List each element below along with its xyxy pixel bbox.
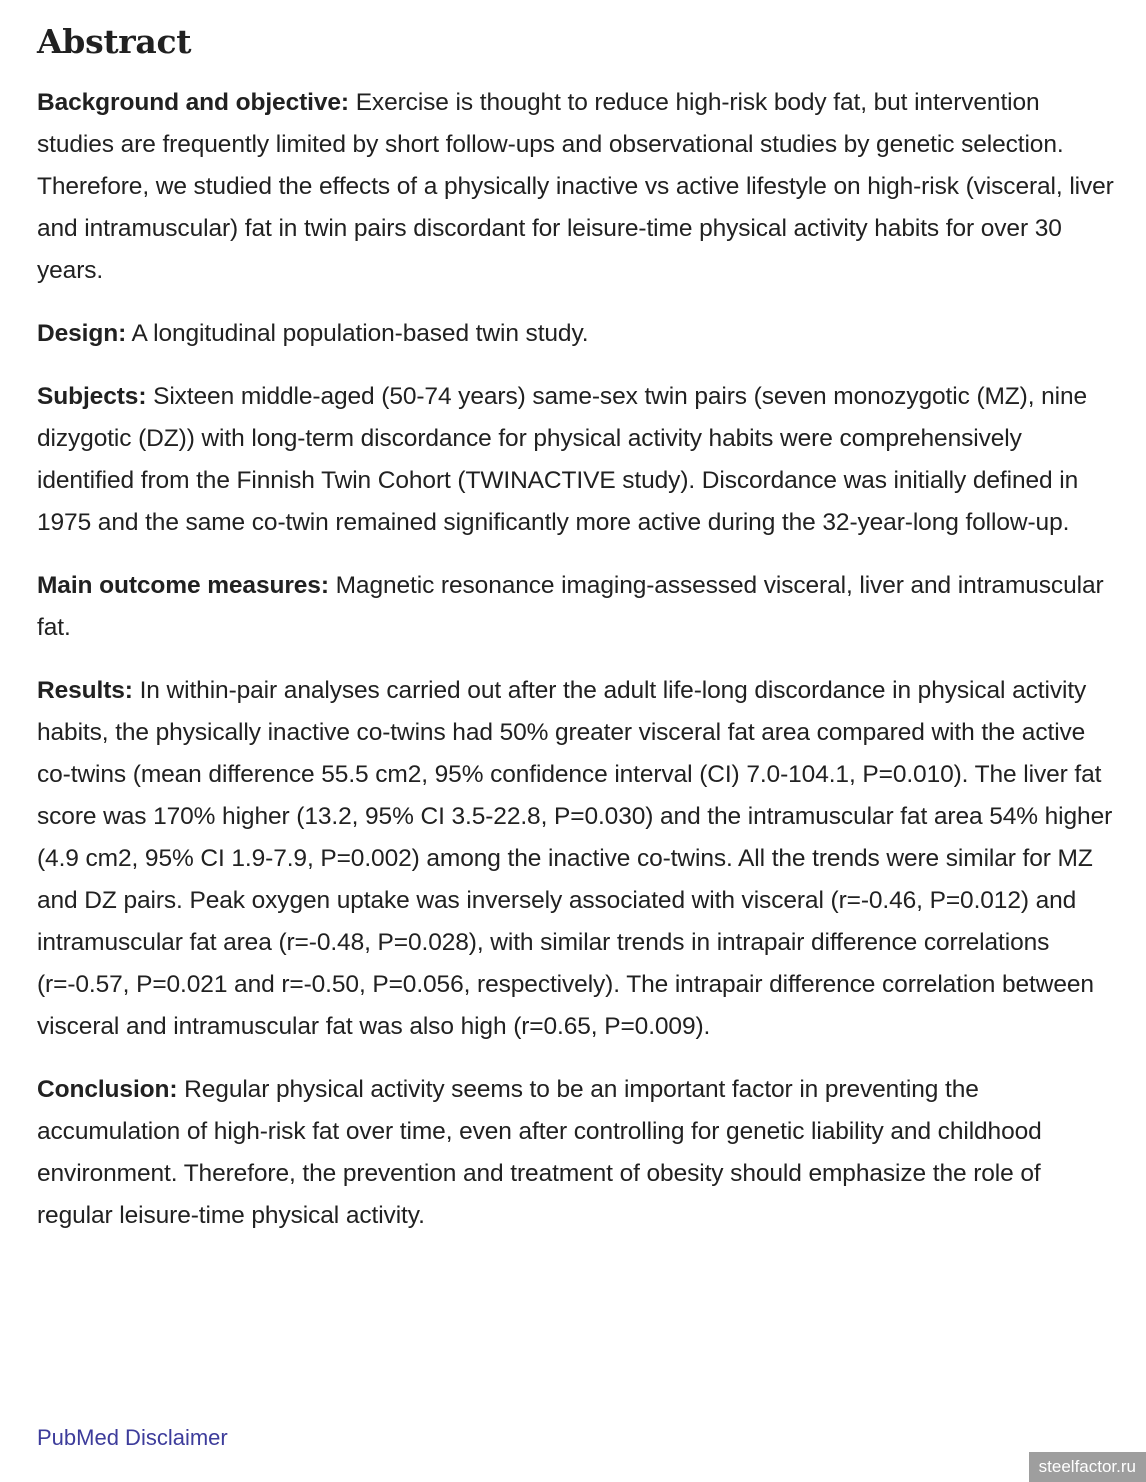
section-text-background: Exercise is thought to reduce high-risk body fat, but intervention studies are frequently limited by short follow-ups and observational studies by genetic selection. Therefore, we studied the effects of a physically inactive vs active lifestyle on high-risk (visceral, liver and intramuscular) fat in twin pairs discordant for leisure-time physical activity habits for over 30 years. xyxy=(37,89,1114,284)
section-label-subjects: Subjects: xyxy=(37,383,147,410)
section-text-subjects: Sixteen middle-aged (50-74 years) same-sex twin pairs (seven monozygotic (MZ), nine dizygotic (DZ)) with long-term discordance for physical activity habits were comprehensively identified from the Finnish Twin Cohort (TWINACTIVE study). Discordance was initially defined in 1975 and the same co-twin remained significantly more active during the 32-year-long follow-up. xyxy=(37,383,1088,536)
abstract-section-results xyxy=(37,670,1117,1048)
section-label-results: Results: xyxy=(37,677,133,704)
abstract-heading: Abstract xyxy=(37,22,192,61)
section-label-conclusion: Conclusion: xyxy=(37,1076,178,1103)
pubmed-disclaimer-link[interactable]: PubMed Disclaimer xyxy=(37,1425,228,1450)
section-label-background: Background and objective: xyxy=(37,89,349,116)
section-text-results: In within-pair analyses carried out after the adult life-long discordance in physical activity habits, the physically inactive co-twins had 50% greater visceral fat area compared with the active co-twins (mean difference 55.5 cm2, 95% confidence interval (CI) 7.0-104.1, P=0.010). The liver fat score was 170% higher (13.2, 95% CI 3.5-22.8, P=0.030) and the intramuscular fat area 54% higher (4.9 cm2, 95% CI 1.9-7.9, P=0.002) among the inactive co-twins. All the trends were similar for MZ and DZ pairs. Peak oxygen uptake was inversely associated with visceral (r=-0.46, P=0.012) and intramuscular fat area (r=-0.48, P=0.028), with similar trends in intrapair difference correlations (r=-0.57, P=0.021 and r=-0.50, P=0.056, respectively). The intrapair difference correlation between visceral and intramuscular fat was also high (r=0.65, P=0.009). xyxy=(37,677,1113,1040)
section-label-outcome-measures: Main outcome measures: xyxy=(37,572,329,599)
abstract-section-background xyxy=(37,82,1117,292)
abstract-section-conclusion xyxy=(37,1069,1117,1237)
section-text-design: A longitudinal population-based twin study. xyxy=(131,320,589,347)
abstract-section-subjects xyxy=(37,376,1117,544)
abstract-section-outcome-measures xyxy=(37,565,1117,649)
section-label-design: Design: xyxy=(37,320,127,347)
section-text-conclusion: Regular physical activity seems to be an important factor in preventing the accumulation of high-risk fat over time, even after controlling for genetic liability and childhood environment. Therefore, the prevention and treatment of obesity should emphasize the role of regular leisure-time physical activity. xyxy=(37,1076,1042,1229)
section-text-outcome-measures: Magnetic resonance imaging-assessed visceral, liver and intramuscular fat. xyxy=(37,572,1104,641)
abstract-container xyxy=(37,18,1117,1258)
abstract-section-design xyxy=(37,313,1117,355)
watermark: steelfactor.ru xyxy=(1029,1452,1146,1482)
